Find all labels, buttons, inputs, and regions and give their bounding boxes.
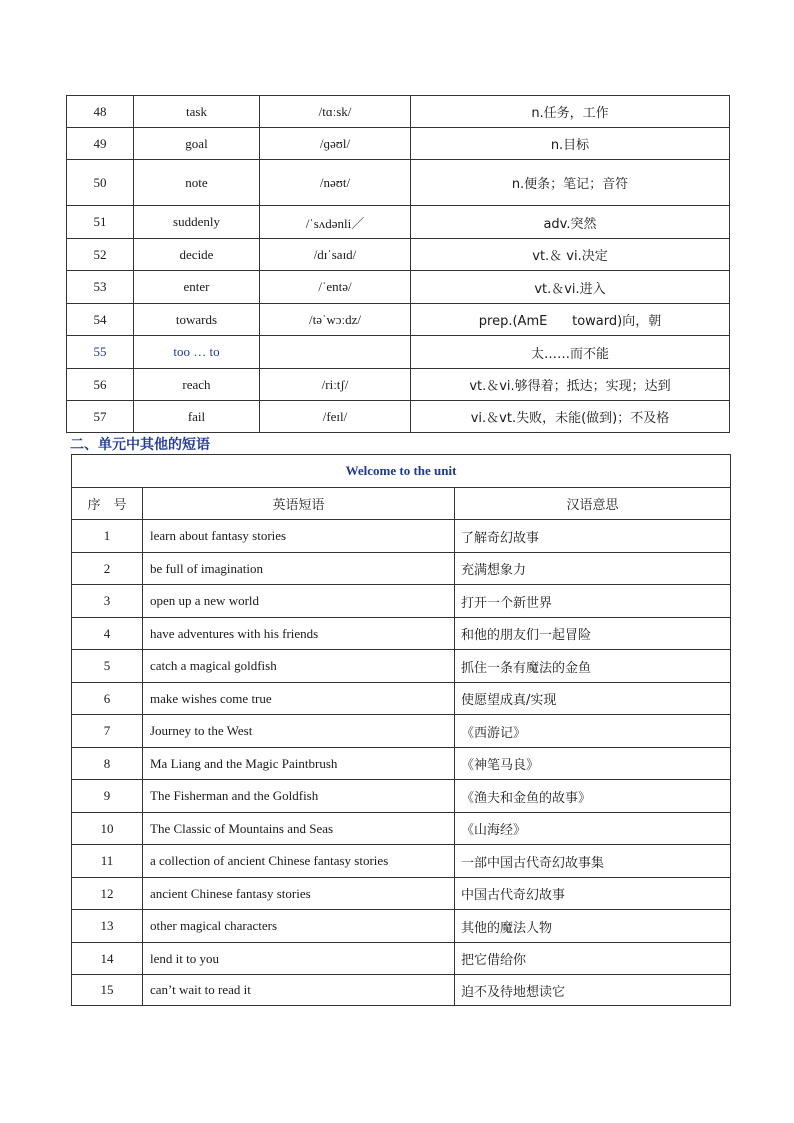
phrase-row <box>72 878 731 910</box>
phrase-chinese: 《山海经》 <box>455 813 731 845</box>
vocab-word: note <box>134 160 260 206</box>
vocab-number: 55 <box>67 336 134 369</box>
vocab-number: 50 <box>67 160 134 206</box>
phrase-english: a collection of ancient Chinese fantasy stories <box>143 845 455 878</box>
phrase-number: 7 <box>72 715 143 748</box>
phrase-row <box>72 520 731 553</box>
vocab-phonetic: /nəʊt/ <box>260 160 411 206</box>
vocab-number: 57 <box>67 401 134 433</box>
vocab-word: fail <box>134 401 260 433</box>
phrase-row <box>72 845 731 878</box>
vocab-row <box>67 336 730 369</box>
vocab-word: suddenly <box>134 206 260 239</box>
vocab-word: reach <box>134 369 260 401</box>
section-heading: 二、单元中其他的短语 <box>70 437 210 453</box>
phrase-chinese: 《神笔马良》 <box>455 748 731 780</box>
header-number: 序 号 <box>72 488 143 520</box>
vocab-meaning: n.目标 <box>411 128 730 160</box>
vocab-number: 49 <box>67 128 134 160</box>
vocab-row <box>67 304 730 336</box>
vocab-row <box>67 128 730 160</box>
phrase-header-row <box>72 488 731 520</box>
phrase-english: ancient Chinese fantasy stories <box>143 878 455 910</box>
phrase-english: lend it to you <box>143 943 455 975</box>
phrase-english: The Classic of Mountains and Seas <box>143 813 455 845</box>
phrase-chinese: 其他的魔法人物 <box>455 910 731 943</box>
phrase-caption-row <box>72 455 731 488</box>
vocab-meaning: vi.＆vt.失败，未能(做到)；不及格 <box>411 401 730 433</box>
vocab-row <box>67 160 730 206</box>
phrase-row <box>72 780 731 813</box>
vocab-phonetic: /dɪˈsaɪd/ <box>260 239 411 271</box>
phrase-row <box>72 650 731 683</box>
phrase-number: 4 <box>72 618 143 650</box>
phrase-chinese: 《渔夫和金鱼的故事》 <box>455 780 731 813</box>
phrase-english: learn about fantasy stories <box>143 520 455 553</box>
phrase-caption: Welcome to the unit <box>72 455 731 488</box>
vocab-row <box>67 401 730 433</box>
vocab-phonetic: /ˈsʌdənli／ <box>260 206 411 239</box>
vocab-meaning: vt.＆vi.够得着；抵达；实现；达到 <box>411 369 730 401</box>
phrase-chinese: 和他的朋友们一起冒险 <box>455 618 731 650</box>
phrase-chinese: 充满想象力 <box>455 553 731 585</box>
phrase-english: catch a magical goldfish <box>143 650 455 683</box>
vocab-phonetic: /təˈwɔːdz/ <box>260 304 411 336</box>
vocab-phonetic <box>260 336 411 369</box>
phrase-chinese: 把它借给你 <box>455 943 731 975</box>
vocabulary-table <box>66 95 730 433</box>
phrase-english: make wishes come true <box>143 683 455 715</box>
phrase-row <box>72 585 731 618</box>
phrase-number: 15 <box>72 975 143 1006</box>
phrase-chinese: 抓住一条有魔法的金鱼 <box>455 650 731 683</box>
vocab-row <box>67 206 730 239</box>
vocab-number: 52 <box>67 239 134 271</box>
vocab-word: task <box>134 96 260 128</box>
phrase-english: Journey to the West <box>143 715 455 748</box>
vocab-word: decide <box>134 239 260 271</box>
vocab-row <box>67 96 730 128</box>
header-english: 英语短语 <box>143 488 455 520</box>
phrase-row <box>72 748 731 780</box>
vocab-meaning: n.便条；笔记；音符 <box>411 160 730 206</box>
vocab-word: too … to <box>134 336 260 369</box>
vocab-meaning: adv.突然 <box>411 206 730 239</box>
phrase-row <box>72 975 731 1006</box>
phrase-row <box>72 553 731 585</box>
phrase-table <box>71 454 731 1006</box>
phrase-chinese: 一部中国古代奇幻故事集 <box>455 845 731 878</box>
vocab-number: 48 <box>67 96 134 128</box>
phrase-number: 13 <box>72 910 143 943</box>
vocab-number: 53 <box>67 271 134 304</box>
vocab-meaning: vt.＆vi.进入 <box>411 271 730 304</box>
phrase-number: 14 <box>72 943 143 975</box>
vocab-row <box>67 369 730 401</box>
vocab-word: enter <box>134 271 260 304</box>
phrase-number: 3 <box>72 585 143 618</box>
vocab-meaning: vt.＆ vi.决定 <box>411 239 730 271</box>
vocab-phonetic: /ˈentə/ <box>260 271 411 304</box>
phrase-english: The Fisherman and the Goldfish <box>143 780 455 813</box>
phrase-row <box>72 943 731 975</box>
phrase-number: 9 <box>72 780 143 813</box>
phrase-row <box>72 910 731 943</box>
header-chinese: 汉语意思 <box>455 488 731 520</box>
phrase-chinese: 使愿望成真/实现 <box>455 683 731 715</box>
phrase-number: 1 <box>72 520 143 553</box>
phrase-english: other magical characters <box>143 910 455 943</box>
phrase-number: 2 <box>72 553 143 585</box>
vocab-word: towards <box>134 304 260 336</box>
phrase-chinese: 中国古代奇幻故事 <box>455 878 731 910</box>
phrase-chinese: 迫不及待地想读它 <box>455 975 731 1006</box>
vocab-meaning: prep.(AmE toward)向，朝 <box>411 304 730 336</box>
phrase-english: open up a new world <box>143 585 455 618</box>
phrase-chinese: 打开一个新世界 <box>455 585 731 618</box>
phrase-row <box>72 715 731 748</box>
phrase-row <box>72 813 731 845</box>
vocab-number: 56 <box>67 369 134 401</box>
phrase-english: Ma Liang and the Magic Paintbrush <box>143 748 455 780</box>
phrase-english: be full of imagination <box>143 553 455 585</box>
phrase-number: 8 <box>72 748 143 780</box>
phrase-chinese: 《西游记》 <box>455 715 731 748</box>
phrase-chinese: 了解奇幻故事 <box>455 520 731 553</box>
vocab-number: 51 <box>67 206 134 239</box>
phrase-row <box>72 618 731 650</box>
phrase-number: 11 <box>72 845 143 878</box>
phrase-number: 10 <box>72 813 143 845</box>
phrase-number: 6 <box>72 683 143 715</box>
vocab-row <box>67 271 730 304</box>
phrase-row <box>72 683 731 715</box>
phrase-number: 12 <box>72 878 143 910</box>
vocab-meaning: 太……而不能 <box>411 336 730 369</box>
vocab-meaning: n.任务，工作 <box>411 96 730 128</box>
vocab-phonetic: /tɑːsk/ <box>260 96 411 128</box>
vocab-phonetic: /feɪl/ <box>260 401 411 433</box>
vocab-phonetic: /ɡəʊl/ <box>260 128 411 160</box>
vocab-word: goal <box>134 128 260 160</box>
phrase-english: have adventures with his friends <box>143 618 455 650</box>
vocab-row <box>67 239 730 271</box>
vocab-number: 54 <box>67 304 134 336</box>
phrase-number: 5 <box>72 650 143 683</box>
phrase-english: can’t wait to read it <box>143 975 455 1006</box>
vocab-phonetic: /riːtʃ/ <box>260 369 411 401</box>
